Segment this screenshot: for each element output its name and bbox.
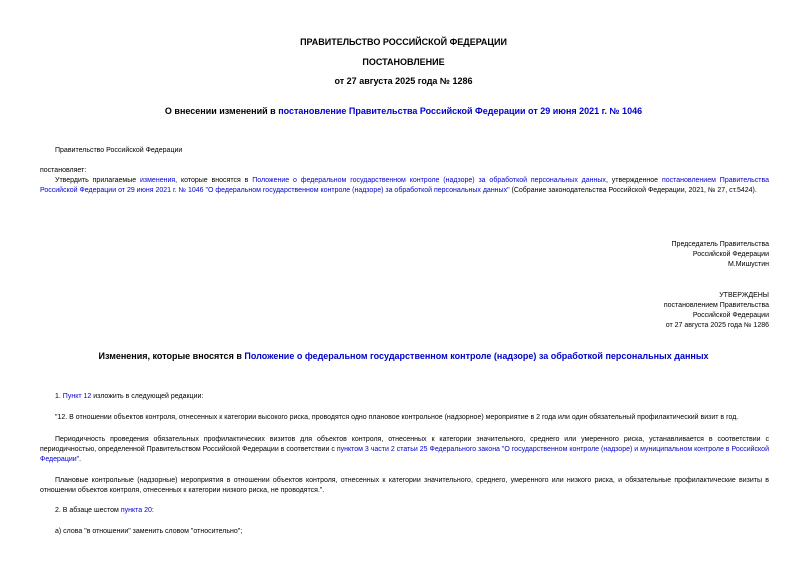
changes-title [0,351,807,361]
item-1-text: изложить в следующей редакции: [91,393,204,400]
quote-2-text-b: . [79,456,82,463]
document-date-number: от 27 августа 2025 года № 1286 [334,76,473,86]
resolution-text-a: Утвердить прилагаемые [55,177,140,184]
signature-country: Российской Федерации [692,251,769,258]
resolution-paragraph [40,176,769,196]
item-2 [55,506,154,516]
resolution-text-b: , которые вносятся в [175,177,253,184]
changes-link[interactable]: изменения [140,177,176,184]
government-heading: ПРАВИТЕЛЬСТВО РОССИЙСКОЙ ФЕДЕРАЦИИ [300,37,507,47]
resolution-text-d: (Собрание законодательства Российской Федерации, 2021, № 27, ст.5424). [509,187,757,194]
quote-paragraph-1: "12. В отношении объектов контроля, отнесенных к категории высокого риска, проводятся одно плановое контрольное (надзорное) мероприятие в 2 года или один обязательный профилактический визит в год. [55,414,739,421]
quote-2-text-a: Периодичность проведения обязательных профилактических визитов для объектов контроля, отнесенных к категории значительного, среднего или умеренного риска, устанавливается в соответствии с периодичностью, определенной Правительством Российской Федерации в соответствии с [40,436,769,453]
point-12-link[interactable]: Пункт 12 [62,393,92,400]
approval-heading: УТВЕРЖДЕНЫ [719,292,769,299]
item-2a: а) слова "в отношении" заменить словом "относительно"; [55,528,243,535]
point-20-link[interactable]: пункта 20 [120,507,152,514]
resolution-text-c: , утвержденное [605,177,662,184]
item-2-text-a: 2. В абзаце шестом [55,507,121,514]
document-title [0,106,807,116]
changes-regulation-link[interactable]: Положение о федеральном государственном контроле (надзоре) за обработкой персональных данных [244,351,709,361]
regulation-link[interactable]: Положение о федеральном государственном контроле (надзоре) за обработкой персональных данных [252,177,606,184]
item-1-number: 1. [55,393,63,400]
amended-decree-link[interactable]: постановление Правительства Российской Федерации от 29 июня 2021 г. № 1046 [278,106,643,116]
quote-paragraph-3: Плановые контрольные (надзорные) мероприятия в отношении объектов контроля, отнесенных к категории значительного, среднего, умеренного или низкого риска, и обязательные профилактические визиты в отношении объектов контроля, отнесенных к категории низкого риска, не проводятся.". [40,477,769,494]
approval-date: от 27 августа 2025 года № 1286 [665,322,769,329]
signature-block [672,240,769,270]
approval-line-3: Российской Федерации [692,312,769,319]
document-title-prefix: О внесении изменений в [164,106,279,116]
document-type: ПОСТАНОВЛЕНИЕ [362,57,445,67]
issuer-text: Правительство Российской Федерации [55,147,183,154]
item-2-text-b: : [151,507,154,514]
approval-line-2: постановлением Правительства [663,302,769,309]
changes-title-prefix: Изменения, которые вносятся в [98,351,245,361]
quote-paragraph-2 [40,435,769,465]
approval-block [664,291,769,331]
signature-name: М.Мишустин [727,261,769,268]
federal-law-link[interactable]: пунктом 3 части 2 статьи 25 Федерального закона "О государственном контроле (надзоре) и муниципальном контроле в Российской Федерации" [40,446,769,463]
decree-text: постановляет: [40,167,87,174]
decree-1046-link[interactable]: постановлением Правительства Российской Федерации от 29 июня 2021 г. № 1046 "О федеральном государственном контроле (надзоре) за обработкой персональных данных" [40,177,769,194]
signature-position: Председатель Правительства [671,241,769,248]
item-1 [55,392,203,402]
